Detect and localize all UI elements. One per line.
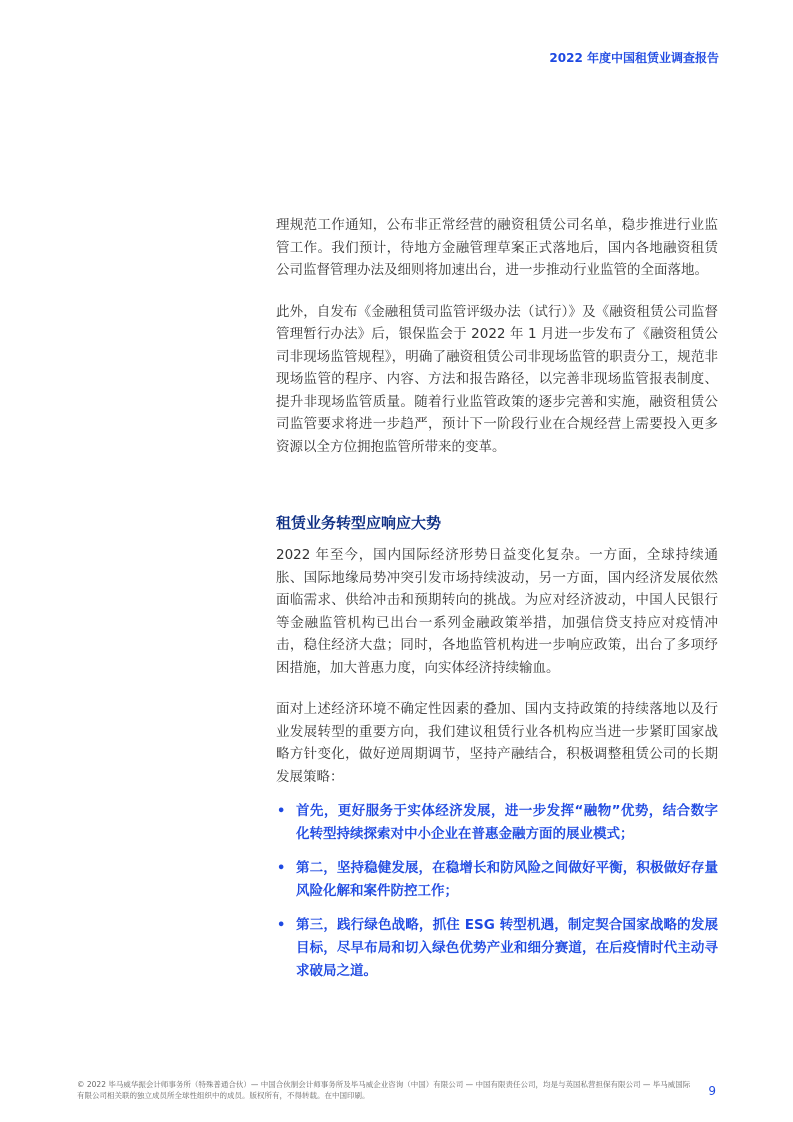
bullet-item-first	[276, 800, 718, 846]
paragraph-offsite-supervision: 此外，自发布《金融租赁司监管评级办法（试行）》及《融资租赁公司监督管理暂行办法》后，银保监会于 2022 年 1 月进一步发布了《融资租赁公司非现场监管规程》，明确了融资租赁公司非现场监管的职责分工，规范非现场监管的程序、内容、方法和报告路径，以完善非现场监管报表制度、提升非现场监管质量。随着行业监管政策的逐步完善和实施，融资租赁公司监管要求将进一步趋严，预计下一阶段行业在合规经营上需要投入更多资源以全方位拥抱监管所带来的变革。	[276, 303, 718, 455]
page-number: 9	[708, 1084, 716, 1098]
paragraph-economic-situation: 2022 年至今，国内国际经济形势日益变化复杂。一方面，全球持续通胀、国际地缘局势冲突引发市场持续波动，另一方面，国内经济发展依然面临需求、供给冲击和预期转向的挑战。为应对经济波动，中国人民银行等金融监管机构已出台一系列金融政策举措，加强信贷支持应对疫情冲击，稳住经济大盘；同时，各地监管机构进一步响应政策，出台了多项纾困措施，加大普惠力度，向实体经济持续输血。	[276, 547, 718, 676]
bullet-dot-icon: •	[277, 804, 286, 819]
bullet-text: 首先，更好服务于实体经济发展，进一步发挥“融物”优势，结合数字化转型持续探索对中小企业在普惠金融方面的展业模式；	[296, 803, 718, 842]
bullet-item-third	[276, 914, 718, 983]
bullet-dot-icon: •	[277, 918, 286, 933]
section-heading: 租赁业务转型应响应大势	[276, 514, 442, 532]
bullet-text: 第三，践行绿色战略，抓住 ESG 转型机遇，制定契合国家战略的发展目标，尽早布局和切入绿色优势产业和细分赛道，在后疫情时代主动寻求破局之道。	[296, 917, 718, 979]
paragraph-recommendation: 面对上述经济环境不确定性因素的叠加、国内支持政策的持续落地以及行业发展转型的重要方向，我们建议租赁行业各机构应当进一步紧盯国家战略方针变化，做好逆周期调节，坚持产融结合，积极调整租赁公司的长期发展策略：	[276, 701, 718, 785]
bullet-text: 第二，坚持稳健发展，在稳增长和防风险之间做好平衡，积极做好存量风险化解和案件防控工作；	[296, 860, 718, 899]
report-title: 2022 年度中国租赁业调查报告	[549, 51, 719, 65]
main-content	[276, 214, 718, 994]
bullet-item-second	[276, 857, 718, 903]
bullet-dot-icon: •	[277, 861, 286, 876]
paragraph-regulation-progress: 理规范工作通知，公布非正常经营的融资租赁公司名单，稳步推进行业监管工作。我们预计，待地方金融管理草案正式落地后，国内各地融资租赁公司监督管理办法及细则将加速出台，进一步推动行业监管的全面落地。	[276, 217, 718, 278]
copyright-notice: © 2022 毕马威华振会计师事务所（特殊普通合伙）— 中国合伙制会计师事务所及毕马威企业咨询（中国）有限公司 — 中国有限责任公司，均是与英国私营担保有限公司 — 毕马威国际有限公司相关联的独立成员所全球性组织中的成员。版权所有，不得转载。在中国印刷。	[77, 1080, 691, 1100]
strategy-bullet-list	[276, 800, 718, 983]
